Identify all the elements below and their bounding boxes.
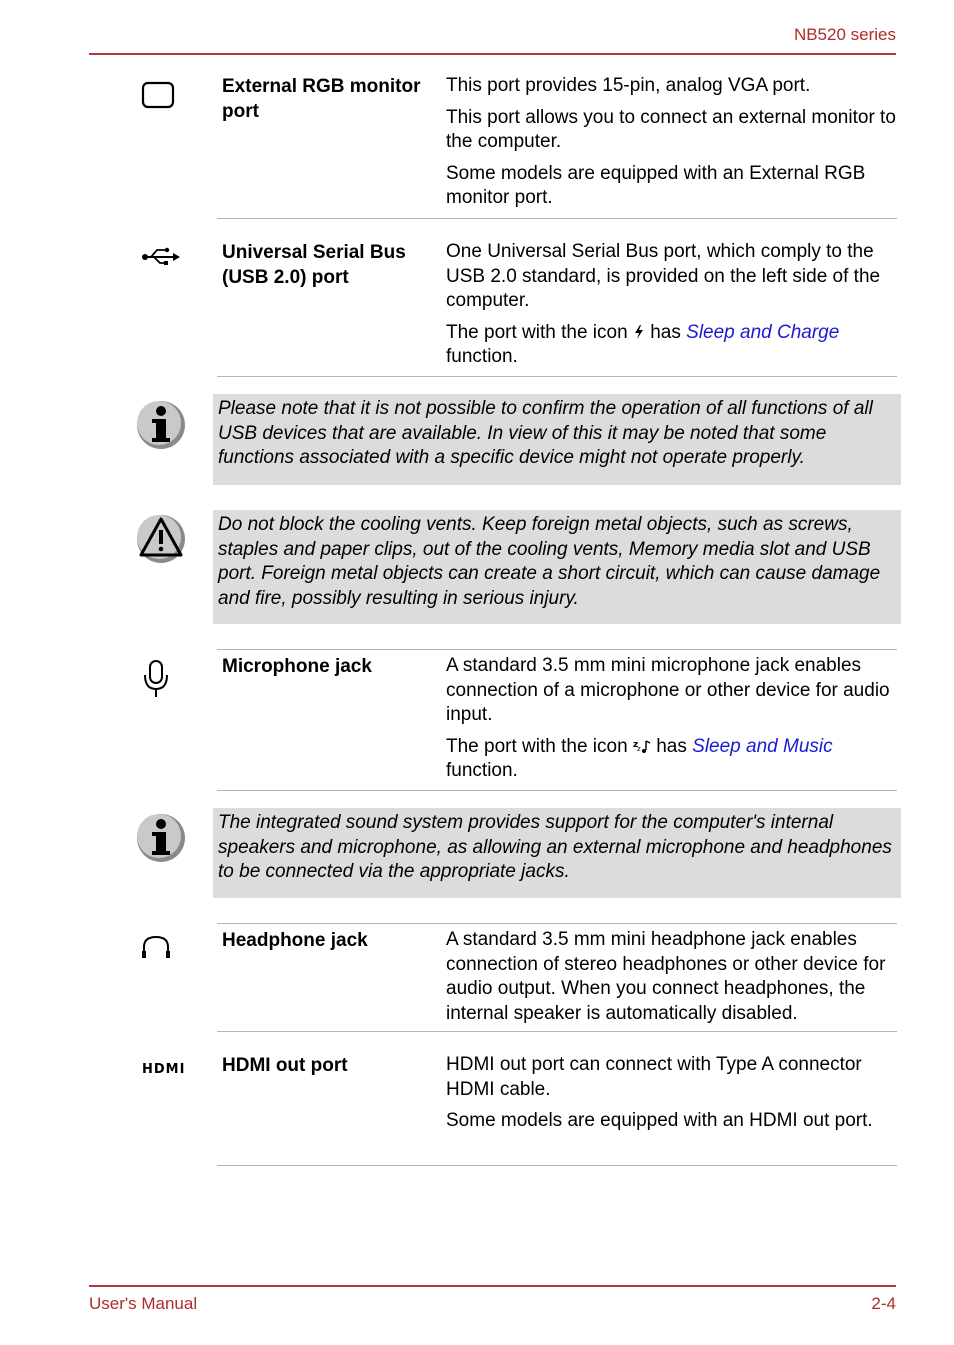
usb-icon — [140, 247, 182, 272]
info-icon — [135, 399, 187, 456]
usb-desc-2-pre: The port with the icon — [446, 321, 628, 343]
rgb-term: External RGB monitor port — [222, 76, 421, 122]
divider — [217, 923, 897, 924]
divider — [217, 376, 897, 377]
hdmi-description — [446, 1053, 896, 1141]
usb-desc-1: One Universal Serial Bus port, which comply to the USB 2.0 standard, is provided on the left side of the computer. — [446, 241, 881, 311]
hdmi-icon — [142, 1060, 194, 1081]
note-sound-text: The integrated sound system provides support for the computer's internal speakers and microphone, as allowing an external microphone and headphones to be connected via the appropriate jacks. — [218, 812, 892, 882]
microphone-description — [446, 654, 896, 791]
rgb-desc-2: This port allows you to connect an external monitor to the computer. — [446, 106, 896, 152]
page-number: 2-4 — [871, 1294, 896, 1313]
headphone-description — [446, 928, 896, 1033]
sleep-music-icon — [633, 736, 651, 757]
microphone-desc-2-pre: The port with the icon — [446, 735, 628, 757]
sleep-charge-icon — [633, 322, 645, 343]
svg-text:z: z — [636, 744, 641, 753]
rgb-desc-3: Some models are equipped with an External RGB monitor port. — [446, 162, 866, 208]
rgb-desc-1: This port provides 15-pin, analog VGA port. — [446, 75, 811, 96]
microphone-desc-1: A standard 3.5 mm mini microphone jack enables connection of a microphone or other device for audio input. — [446, 655, 890, 725]
microphone-term: Microphone jack — [222, 656, 372, 677]
info-icon — [135, 812, 187, 869]
note-usb-text: Please note that it is not possible to confirm the operation of all functions of all USB devices that are available. In view of this it may be noted that some functions associated with a specific device might not operate properly. — [218, 398, 873, 468]
headphone-icon — [140, 933, 172, 966]
usb-desc-2-post: function. — [446, 346, 518, 367]
hdmi-term: HDMI out port — [222, 1055, 348, 1076]
hdmi-desc-2: Some models are equipped with an HDMI out port. — [446, 1110, 873, 1131]
usb-desc-2 — [446, 321, 896, 370]
usb-description — [446, 240, 896, 377]
usb-term: Universal Serial Bus (USB 2.0) port — [222, 242, 406, 288]
usb-desc-2-mid: has — [650, 321, 681, 343]
microphone-desc-2-mid: has — [656, 735, 687, 757]
divider — [217, 790, 897, 791]
hdmi-desc-1: HDMI out port can connect with Type A connector HDMI cable. — [446, 1054, 862, 1100]
footer-manual: User's Manual — [89, 1294, 198, 1313]
note-warning-text: Do not block the cooling vents. Keep foreign metal objects, such as screws, staples and paper clips, out of the cooling vents, Memory media slot and USB port. Foreign metal objects can create a short circuit, which can cause damage and fire, possibly resulting in serious injury. — [218, 514, 881, 609]
divider — [217, 1165, 897, 1166]
sleep-and-charge-link[interactable]: Sleep and Charge — [686, 321, 840, 343]
footer-rule — [89, 1285, 896, 1287]
microphone-desc-2-post: function. — [446, 760, 518, 781]
headphone-desc-1: A standard 3.5 mm mini headphone jack enables connection of stereo headphones or other device for audio output. When you connect headphones, the internal speaker is automatically disabled. — [446, 929, 886, 1024]
note-usb-info — [213, 394, 901, 485]
rgb-description — [446, 74, 896, 218]
microphone-icon — [140, 659, 172, 704]
divider — [217, 1031, 897, 1032]
svg-text:HDMI: HDMI — [142, 1062, 186, 1076]
divider — [217, 218, 897, 219]
headphone-term: Headphone jack — [222, 930, 368, 951]
monitor-port-icon — [140, 80, 176, 115]
header-rule — [89, 53, 896, 55]
svg-text:z: z — [632, 739, 639, 750]
note-sound-info — [213, 808, 901, 898]
microphone-desc-2 — [446, 735, 896, 784]
sleep-and-music-link[interactable]: Sleep and Music — [692, 735, 833, 757]
note-warning — [213, 510, 901, 624]
warning-icon — [135, 513, 187, 570]
header-series: NB520 series — [793, 25, 896, 44]
divider — [217, 649, 897, 650]
